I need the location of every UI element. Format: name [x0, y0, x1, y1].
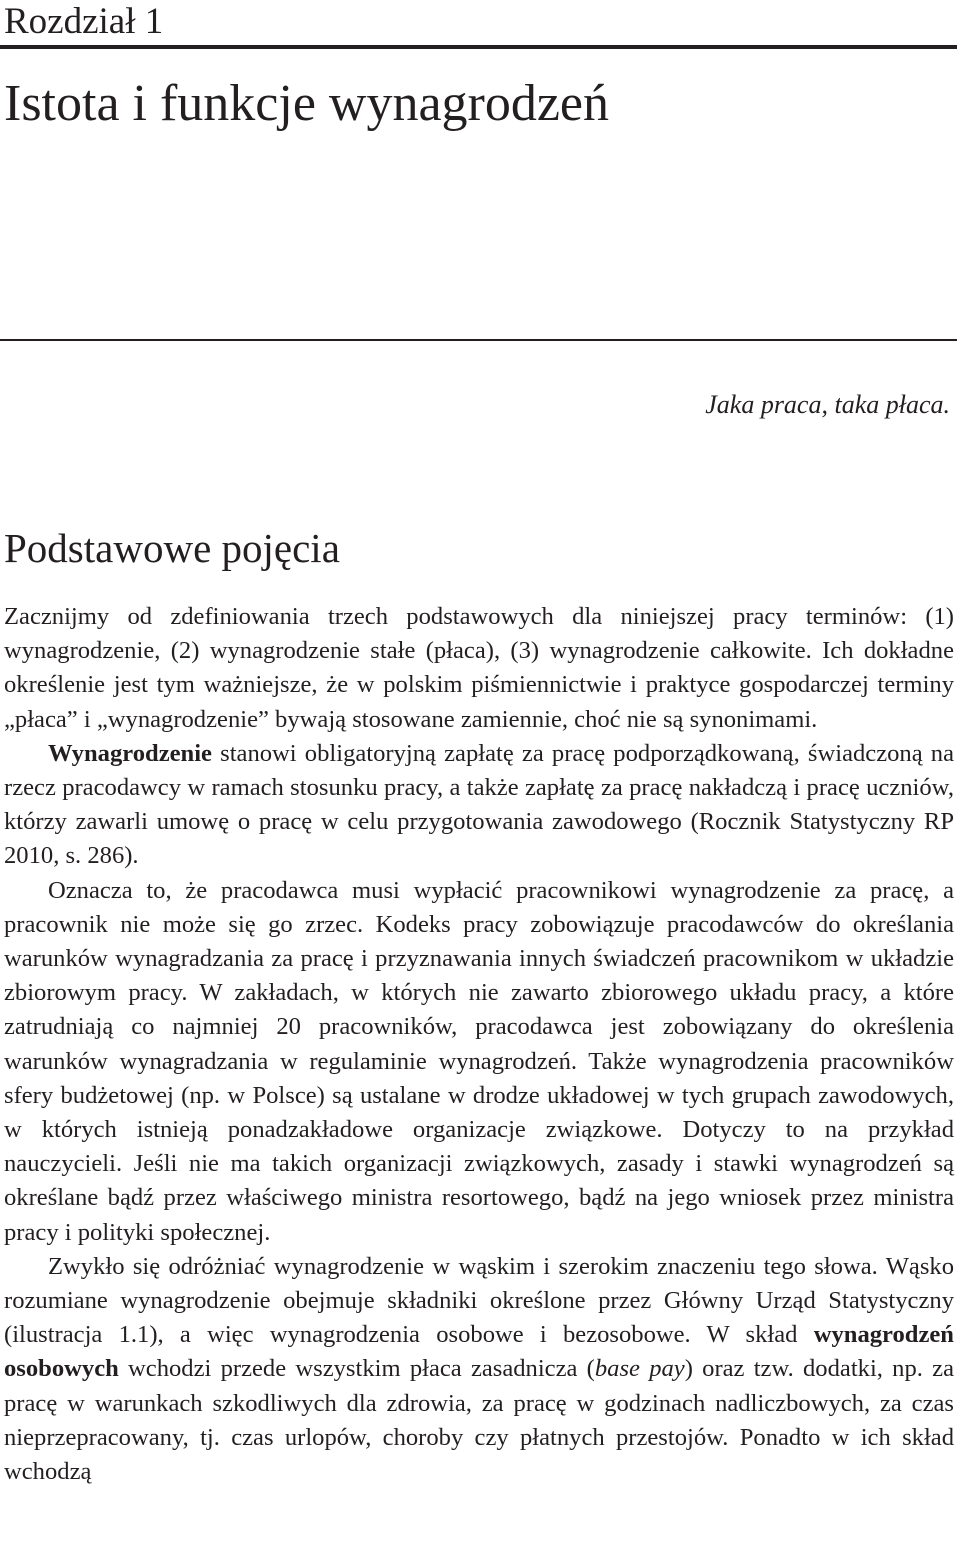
epigraph: Jaka praca, taka płaca.	[705, 390, 950, 419]
chapter-title: Istota i funkcje wynagrodzeń	[4, 75, 610, 132]
paragraph-4-text-a: Zwykło się odróżniać wynagrodzenie w wąskim i szerokim znaczeniu tego słowa. Wąsko rozumiane wynagrodzenie obejmuje składniki określone przez Główny Urząd Statystyczny (ilustracja 1.1), a więc wynagrodzenia osobowe i bezosobowe. W skład	[4, 1252, 954, 1349]
chapter-label: Rozdział 1	[4, 1, 164, 42]
term-wynagrodzenie: Wynagrodzenie	[48, 739, 212, 767]
paragraph-2	[4, 737, 954, 874]
term-base-pay: base pay	[594, 1355, 685, 1383]
top-divider	[0, 45, 957, 49]
paragraph-4	[4, 1250, 954, 1489]
section-title: Podstawowe pojęcia	[4, 525, 340, 571]
paragraph-3: Oznacza to, że pracodawca musi wypłacić pracownikowi wynagrodzenie za pracę, a pracownik nie może się go zrzec. Kodeks pracy zobowiązuje pracodawców do określania warunków wynagradzania za pracę i przyznawania innych świadczeń pracownikom w układzie zbiorowym pracy. W zakładach, w których nie zawarto zbiorowego układu pracy, a które zatrudniają co najmniej 20 pracowników, pracodawca jest zobowiązany do określenia warunków wynagradzania w regulaminie wynagrodzeń. Także wynagrodzenia pracowników sfery budżetowej (np. w Polsce) są ustalane w drodze układowej w tych grupach zawodowych, w których istnieją ponadzakładowe organizacje związkowe. Dotyczy to na przykład nauczycieli. Jeśli nie ma takich organizacji związkowych, zasady i stawki wynagrodzeń są określane bądź przez właściwego ministra resortowego, bądź na jego wniosek przez ministra pracy i polityki społecznej.	[4, 876, 954, 1246]
paragraph-2-text: stanowi obligatoryjną zapłatę za pracę podporządkowaną, świadczoną na rzecz pracodawcy w ramach stosunku pracy, a także zapłatę za pracę nakładczą i pracę uczniów, którzy zawarli umowę o pracę w celu przygotowania zawodowego (Rocznik Statystyczny RP 2010, s. 286).	[4, 739, 954, 870]
paragraph-1: Zacznijmy od zdefiniowania trzech podstawowych dla niniejszej pracy terminów: (1) wynagrodzenie, (2) wynagrodzenie stałe (płaca), (3) wynagrodzenie całkowite. Ich dokładne określenie jest tym ważniejsze, że w polskim piśmiennictwie i praktyce gospodarczej terminy „płaca” i „wynagrodzenie” bywają stosowane zamiennie, choć nie są synonimami.	[4, 603, 954, 733]
term-wynagrodzen-osobowych: wynagrodzeń osobowych	[4, 1321, 954, 1383]
paragraph-4-text-b: wchodzi przede wszystkim płaca zasadnicza (	[118, 1355, 595, 1383]
chapter-divider	[0, 339, 957, 341]
paragraph-4-text-c: ) oraz tzw. dodatki, np. za pracę w warunkach szkodliwych dla zdrowia, za pracę w godzinach nadliczbowych, za czas nieprzepracowany, tj. czas urlopów, choroby czy płatnych przestojów. Ponadto w ich skład wchodzą	[4, 1355, 954, 1486]
body-text	[4, 600, 954, 1489]
